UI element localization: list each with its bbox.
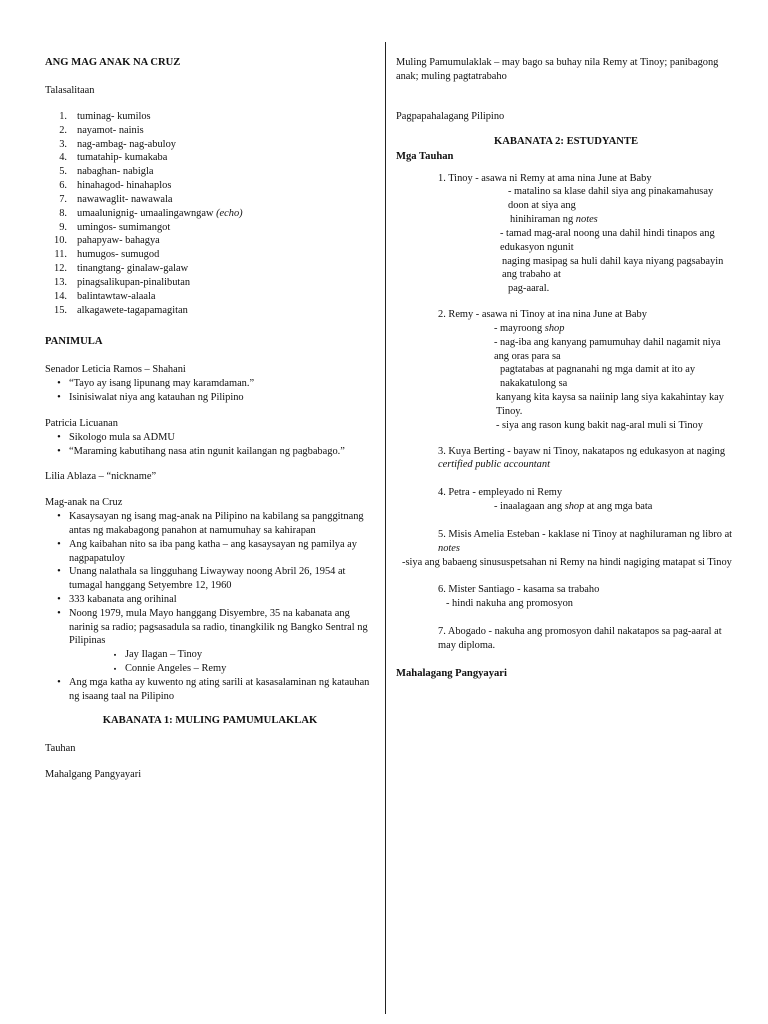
vocab-number: 4. bbox=[59, 152, 67, 164]
petra-desc: - inaalagaan ang shop at ang mga bata bbox=[494, 501, 653, 513]
vocab-text: tumatahip- kumakaba bbox=[77, 152, 168, 164]
vocab-text: nag-ambag- nag-abuloy bbox=[77, 138, 176, 150]
remy-desc-e: - siya ang rason kung bakit nag-aral muli si Tinoy bbox=[496, 419, 703, 431]
vocab-number: 13. bbox=[54, 276, 67, 288]
vocab-item bbox=[45, 221, 375, 235]
vocab-text: hinahagod- hinahaplos bbox=[77, 180, 172, 192]
senador-bullets bbox=[45, 377, 375, 405]
vocab-note: (echo) bbox=[216, 207, 243, 219]
vocab-number: 2. bbox=[59, 124, 67, 136]
bullet-marker: • bbox=[57, 392, 61, 404]
vocab-item bbox=[45, 151, 375, 165]
document-title: ANG MAG ANAK NA CRUZ bbox=[45, 57, 181, 68]
bullet-text: Sikologo mula sa ADMU bbox=[69, 431, 175, 443]
vocab-item bbox=[45, 124, 375, 138]
vocab-text: humugos- sumugod bbox=[77, 249, 160, 261]
character-abogado: 7. Abogado - nakuha ang promosyon dahil nakatapos sa pag-aaral at may diploma. bbox=[438, 626, 722, 651]
vocab-number: 9. bbox=[59, 221, 67, 233]
santiago-desc: - hindi nakuha ang promosyon bbox=[446, 598, 573, 610]
list-item bbox=[45, 377, 375, 391]
vocab-text: alkagawete-tagapamagitan bbox=[77, 304, 188, 316]
vocab-text: tuminag- kumilos bbox=[77, 110, 151, 122]
list-item bbox=[45, 593, 375, 607]
bullet-text: Jay Ilagan – Tinoy bbox=[125, 649, 203, 661]
vocab-number: 15. bbox=[54, 304, 67, 316]
list-item bbox=[105, 662, 375, 676]
vocab-item bbox=[45, 179, 375, 193]
column-divider bbox=[385, 42, 386, 1014]
vocab-item bbox=[45, 110, 375, 124]
patricia-bullets bbox=[45, 431, 375, 459]
vocab-text: nayamot- nainis bbox=[77, 124, 144, 136]
remy-desc-a: - mayroong shop bbox=[494, 322, 565, 334]
vocab-item bbox=[45, 207, 375, 221]
list-item bbox=[45, 565, 375, 593]
character-petra: 4. Petra - empleyado ni Remy bbox=[438, 487, 563, 499]
vocab-number: 6. bbox=[59, 180, 67, 192]
bullet-marker: • bbox=[57, 445, 61, 457]
vocab-item bbox=[45, 304, 375, 318]
vocab-item bbox=[45, 165, 375, 179]
bullet-marker: • bbox=[57, 677, 61, 689]
vocab-item bbox=[45, 248, 375, 262]
bullet-marker: • bbox=[57, 378, 61, 390]
remy-desc-d: kanyang kita kaysa sa naiinip lang siya kakahintay kay Tinoy. bbox=[496, 392, 724, 417]
bullet-marker: • bbox=[57, 566, 61, 578]
tinoy-desc-a: - matalino sa klase dahil siya ang pinakamahusay doon at siya ang bbox=[508, 186, 714, 212]
vocab-item bbox=[45, 262, 375, 276]
lilia-label: Lilia Ablaza – “nickname” bbox=[45, 471, 157, 483]
pangyayari-label: Mahalgang Pangyayari bbox=[45, 768, 142, 780]
muling-text: Muling Pamumulaklak – may bago sa buhay nila Remy at Tinoy; panibagong anak; muling pagtatrabaho bbox=[396, 57, 719, 82]
vocab-item bbox=[45, 138, 375, 152]
vocab-item bbox=[45, 234, 375, 248]
tinoy-desc-b: hinihiraman ng notes bbox=[510, 214, 598, 226]
bullet-text: Connie Angeles – Remy bbox=[125, 663, 227, 675]
list-item bbox=[45, 676, 375, 704]
bullet-marker: • bbox=[57, 594, 61, 605]
remy-desc-c: pagtatabas at pagnanahi ng mga damit at ito ay nakakatulong sa bbox=[500, 364, 696, 390]
left-column bbox=[45, 56, 375, 782]
bullet-text: “Tayo ay isang lipunang may karamdaman.” bbox=[69, 378, 255, 390]
vocab-number: 11. bbox=[54, 249, 67, 261]
bullet-marker: • bbox=[57, 538, 61, 550]
vocab-number: 1. bbox=[59, 110, 67, 122]
patricia-label: Patricia Licuanan bbox=[45, 417, 118, 429]
vocab-number: 10. bbox=[54, 235, 67, 247]
vocab-text: tinangtang- ginalaw-galaw bbox=[77, 263, 189, 275]
vocab-text: nabaghan- nabigla bbox=[77, 166, 154, 178]
tinoy-head: 1. Tinoy - asawa ni Remy at ama nina June at Baby bbox=[438, 172, 652, 184]
tinoy-desc-d: naging masipag sa huli dahil kaya niyang pagsabayin ang trabaho at bbox=[502, 255, 724, 281]
list-item bbox=[45, 445, 375, 459]
talasalitaan-label: Talasalitaan bbox=[45, 85, 95, 97]
bullet-text: Noong 1979, mula Mayo hanggang Disyembre, 35 na kabanata ang narinig sa radio; pagsasadula sa radio, tinangkilik ng Bangko Sentral ng Pilipinas bbox=[69, 607, 368, 647]
bullet-text: Isinisiwalat niya ang katauhan ng Pilipino bbox=[69, 392, 244, 404]
character-santiago: 6. Mister Santiago - kasama sa trabaho bbox=[438, 584, 600, 596]
maganak-bullets bbox=[45, 510, 375, 648]
vocab-number: 7. bbox=[59, 193, 67, 205]
character-berting: 3. Kuya Berting - bayaw ni Tinoy, nakatapos ng edukasyon at naging certified public accountant bbox=[438, 445, 726, 471]
bullet-text: Unang nalathala sa lingguhang Liwayway noong Abril 26, 1954 at tumagal hanggang Setyembre 12, 1960 bbox=[69, 566, 346, 592]
vocab-number: 12. bbox=[54, 263, 67, 275]
bullet-text: Ang mga katha ay kuwento ng ating sarili at kasasalaminan ng katauhan ng isaang taal na Pilipino bbox=[69, 677, 370, 703]
list-item bbox=[105, 648, 375, 662]
maganak-label: Mag-anak na Cruz bbox=[45, 497, 123, 509]
character-tinoy bbox=[396, 172, 736, 296]
kabanata-1-heading: KABANATA 1: MULING PAMUMULAKLAK bbox=[102, 714, 318, 726]
bullet-text: “Maraming kabutihang nasa atin ngunit kailangan ng pagbabago.” bbox=[69, 445, 345, 457]
vocab-text: umaalunignig- umaalingawngaw (echo) bbox=[77, 207, 243, 219]
bullet-text: Kasaysayan ng isang mag-anak na Pilipino na kabilang sa panggitnang antas ng makabagong panahon at namumuhay sa kahirapan bbox=[69, 511, 364, 536]
character-amelia: 5. Misis Amelia Esteban - kaklase ni Tinoy at naghiluraman ng libro at notes bbox=[438, 528, 733, 554]
right-column bbox=[396, 56, 736, 693]
vocab-number: 8. bbox=[59, 207, 67, 219]
bullet-marker: • bbox=[57, 431, 61, 443]
list-item bbox=[45, 538, 375, 566]
vocab-text: umingos- sumimangot bbox=[77, 221, 171, 233]
amelia-desc: -siya ang babaeng sinususpetsahan ni Remy na hindi nagiging matapat si Tinoy bbox=[402, 556, 732, 568]
bullet-text: 333 kabanata ang orihinal bbox=[69, 594, 177, 605]
maganak-subbullets bbox=[45, 648, 375, 676]
vocab-text: nawawaglit- nawawala bbox=[77, 193, 173, 205]
list-item bbox=[45, 431, 375, 445]
maganak-last-bullet bbox=[45, 676, 375, 704]
panimula-heading: PANIMULA bbox=[45, 336, 103, 348]
vocab-list bbox=[45, 110, 375, 317]
bullet-text: Ang kaibahan nito sa iba pang katha – ang kasaysayan ng pamilya ay nagpapatuloy bbox=[69, 538, 357, 564]
list-item bbox=[45, 391, 375, 405]
vocab-number: 5. bbox=[59, 166, 67, 178]
bullet-marker: • bbox=[57, 607, 61, 619]
remy-head: 2. Remy - asawa ni Tinoy at ina nina June at Baby bbox=[438, 309, 647, 321]
mga-tauhan-label: Mga Tauhan bbox=[396, 150, 454, 162]
tinoy-desc-c: - tamad mag-aral noong una dahil hindi tinapos ang edukasyon ngunit bbox=[500, 227, 715, 253]
vocab-text: pinagsalikupan-pinalibutan bbox=[77, 276, 191, 288]
pagpapahalaga-label: Pagpapahalagang Pilipino bbox=[396, 110, 505, 122]
kabanata-2-heading: KABANATA 2: ESTUDYANTE bbox=[493, 136, 639, 148]
vocab-item bbox=[45, 193, 375, 207]
vocab-number: 3. bbox=[59, 138, 67, 150]
vocab-item bbox=[45, 276, 375, 290]
list-item bbox=[45, 607, 375, 648]
mahalagang-pangyayari-heading: Mahalagang Pangyayari bbox=[396, 667, 507, 679]
list-item bbox=[45, 510, 375, 538]
senador-label: Senador Leticia Ramos – Shahani bbox=[45, 364, 186, 376]
remy-desc-b: - nag-iba ang kanyang pamumuhay dahil nagamit niya ang oras para sa bbox=[494, 336, 721, 362]
bullet-marker: ▪ bbox=[113, 651, 117, 660]
vocab-number: 14. bbox=[54, 290, 67, 302]
character-remy bbox=[396, 308, 736, 432]
vocab-text: balintawtaw-alaala bbox=[77, 290, 156, 302]
tinoy-desc-e: pag-aaral. bbox=[508, 283, 550, 295]
tauhan-label: Tauhan bbox=[45, 743, 76, 755]
bullet-marker: • bbox=[57, 511, 61, 523]
vocab-item bbox=[45, 290, 375, 304]
bullet-marker: ▪ bbox=[113, 665, 117, 674]
vocab-text: pahapyaw- bahagya bbox=[77, 235, 160, 247]
